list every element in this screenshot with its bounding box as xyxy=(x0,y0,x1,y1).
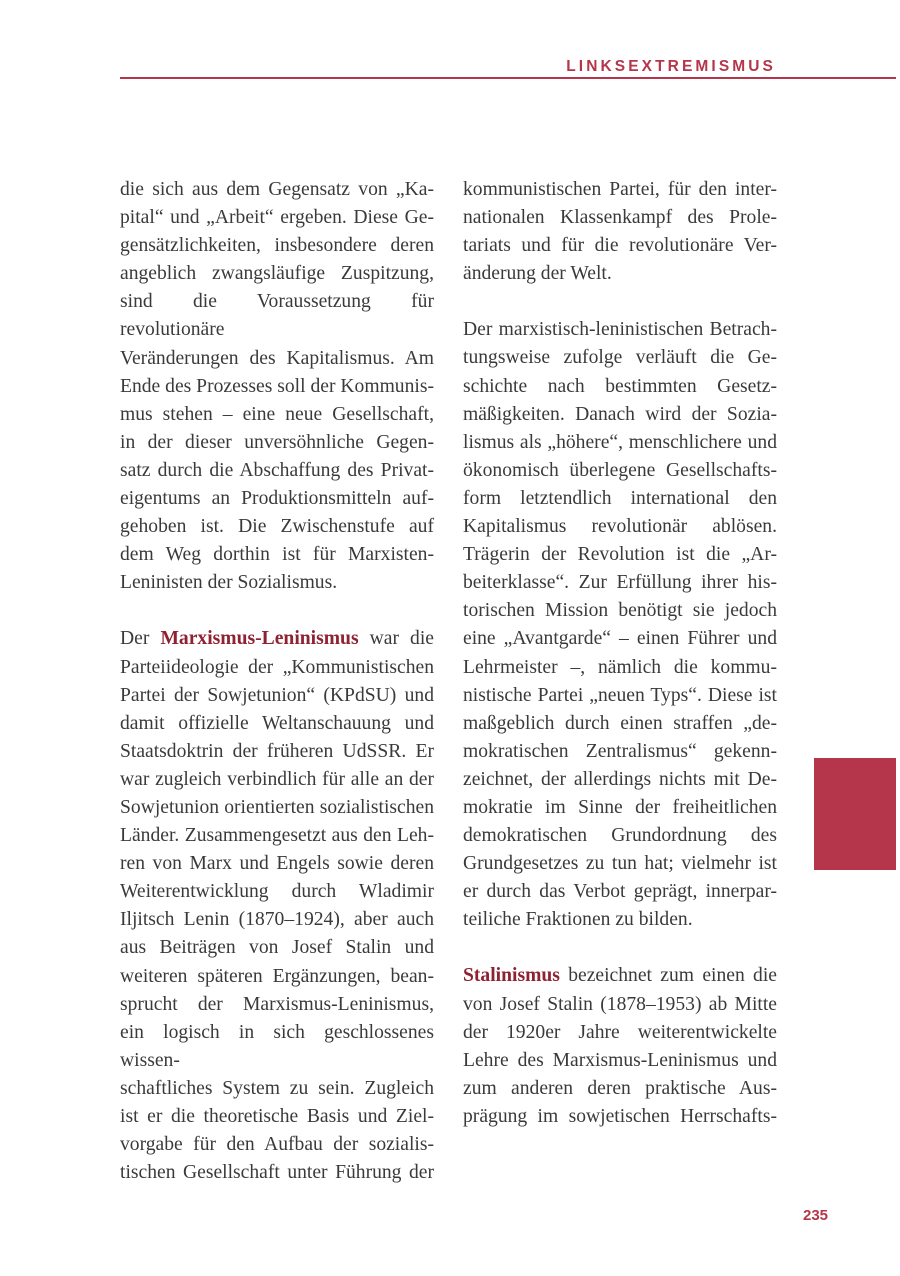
text-line: gehoben ist. Die Zwischenstufe auf xyxy=(120,516,434,538)
paragraph-class-contradiction xyxy=(120,176,434,597)
text-line: ein logisch in sich geschlossenes wissen- xyxy=(120,1021,434,1071)
text-line: ren von Marx und Engels sowie deren xyxy=(120,853,434,875)
text-line: tungsweise zufolge verläuft die Ge- xyxy=(463,347,777,369)
text-line: zum anderen deren praktische Aus- xyxy=(463,1077,777,1099)
text-line: tariats und für die revolutionäre Ver- xyxy=(463,235,777,257)
lead-word: Der xyxy=(120,628,161,650)
text-line: von Josef Stalin (1878–1953) ab Mitte xyxy=(463,993,777,1015)
text-line: Leninisten der Sozialismus. xyxy=(120,572,338,594)
paragraph-stalinism xyxy=(463,962,777,1131)
paragraph-historical-view xyxy=(463,316,777,934)
text-line: ökonomisch überlegene Gesellschafts- xyxy=(463,459,777,481)
text-line: maßgeblich durch einen straffen „de- xyxy=(463,712,777,734)
text-line: eine „Avantgarde“ – einen Führer und xyxy=(463,628,777,650)
text-line: schichte nach bestimmten Gesetz- xyxy=(463,375,777,397)
text-line: pital“ und „Arbeit“ ergeben. Diese Ge- xyxy=(120,207,434,229)
text-line: vorgabe für den Aufbau der sozialis- xyxy=(120,1134,434,1156)
text-line: form letztendlich international den xyxy=(463,487,777,509)
paragraph-party-role xyxy=(463,176,777,288)
text-line: mokratischen Zentralismus“ gekenn- xyxy=(463,740,777,762)
text-line: torischen Mission benötigt sie jedoch xyxy=(463,600,777,622)
text-line: Lehre des Marxismus-Leninismus und xyxy=(463,1049,777,1071)
text-line: mäßigkeiten. Danach wird der Sozia- xyxy=(463,403,777,425)
text-line: in der dieser unversöhnliche Gegen- xyxy=(120,431,434,453)
paragraph-marxism-leninism xyxy=(120,625,434,1187)
line-rest: war die xyxy=(358,628,434,650)
text-line: Weiterentwicklung durch Wladimir xyxy=(120,881,434,903)
text-line: Partei der Sowjetunion“ (KPdSU) und xyxy=(120,684,434,706)
text-line: Der marxistisch-leninistischen Betrach- xyxy=(463,319,777,341)
text-line xyxy=(120,625,434,653)
text-line: änderung der Welt. xyxy=(463,263,612,285)
text-line: sprucht der Marxismus-Leninismus, xyxy=(120,993,434,1015)
glossary-term-marxismus-leninismus: Marxismus-Leninismus xyxy=(160,628,359,650)
text-line: damit offizielle Weltanschauung und xyxy=(120,712,434,734)
text-line: prägung im sowjetischen Herrschafts- xyxy=(463,1105,777,1127)
text-line: dem Weg dorthin ist für Marxisten- xyxy=(120,544,434,566)
text-line: gensätzlichkeiten, insbesondere deren xyxy=(120,235,434,257)
text-line: teiliche Fraktionen zu bilden. xyxy=(463,909,693,931)
text-line: nistische Partei „neuen Typs“. Diese ist xyxy=(463,684,777,706)
text-line: Trägerin der Revolution ist die „Ar- xyxy=(463,544,777,566)
chapter-thumb-tab xyxy=(814,758,896,870)
text-line: mokratie im Sinne der freiheitlichen xyxy=(463,796,777,818)
text-line: zeichnet, der allerdings nichts mit De- xyxy=(463,768,777,790)
text-line: Sowjetunion orientierten sozialistischen xyxy=(120,796,434,818)
text-line: Grundgesetzes zu tun hat; vielmehr ist xyxy=(463,853,777,875)
glossary-term-stalinismus: Stalinismus xyxy=(463,965,560,987)
text-line: kommunistischen Partei, für den inter- xyxy=(463,179,777,200)
text-line: aus Beiträgen von Josef Stalin und xyxy=(120,937,434,959)
text-line: Lehrmeister –, nämlich die kommu- xyxy=(463,656,777,678)
text-line: satz durch die Abschaffung des Privat- xyxy=(120,459,434,481)
text-line: lismus als „höhere“, menschlichere und xyxy=(463,431,777,453)
text-line: weiteren späteren Ergänzungen, bean- xyxy=(120,965,434,987)
page-number: 235 xyxy=(803,1207,829,1224)
text-line: eigentums an Produktionsmitteln auf- xyxy=(120,488,434,510)
text-line: schaftliches System zu sein. Zugleich xyxy=(120,1077,434,1099)
text-line: Parteiideologie der „Kommunistischen xyxy=(120,656,434,678)
text-line: war zugleich verbindlich für alle an der xyxy=(120,768,434,790)
text-line: mus stehen – eine neue Gesellschaft, xyxy=(120,403,434,425)
text-line: ist er die theoretische Basis und Ziel- xyxy=(120,1106,434,1127)
text-line: Ende des Prozesses soll der Kommunis- xyxy=(120,375,434,397)
text-line: Staatsdoktrin der früheren UdSSR. Er xyxy=(120,740,434,762)
left-text-column xyxy=(120,176,434,1187)
text-line: der 1920er Jahre weiterentwickelte xyxy=(463,1021,777,1043)
text-line: die sich aus dem Gegensatz von „Ka- xyxy=(120,179,434,200)
text-line: angeblich zwangsläufige Zuspitzung, xyxy=(120,263,434,285)
text-line: Iljitsch Lenin (1870–1924), aber auch xyxy=(120,909,434,931)
text-line xyxy=(463,962,777,990)
text-line: Kapitalismus revolutionär ablösen. xyxy=(463,516,777,538)
text-line: beiterklasse“. Zur Erfüllung ihrer his- xyxy=(463,572,777,594)
section-header-title: LINKSEXTREMISMUS xyxy=(566,58,776,75)
line-rest: bezeichnet zum einen die xyxy=(559,965,777,987)
right-text-column xyxy=(463,176,777,1131)
text-line: tischen Gesellschaft unter Führung der xyxy=(120,1162,434,1184)
text-line: demokratischen Grundordnung des xyxy=(463,825,777,847)
text-line: nationalen Klassenkampf des Prole- xyxy=(463,207,777,229)
text-line: Veränderungen des Kapitalismus. Am xyxy=(120,347,434,369)
text-line: er durch das Verbot geprägt, innerpar- xyxy=(463,881,777,903)
text-line: Länder. Zusammengesetzt aus den Leh- xyxy=(120,825,434,847)
text-line: sind die Voraussetzung für revolutionäre xyxy=(120,291,434,341)
header-divider xyxy=(120,77,896,79)
